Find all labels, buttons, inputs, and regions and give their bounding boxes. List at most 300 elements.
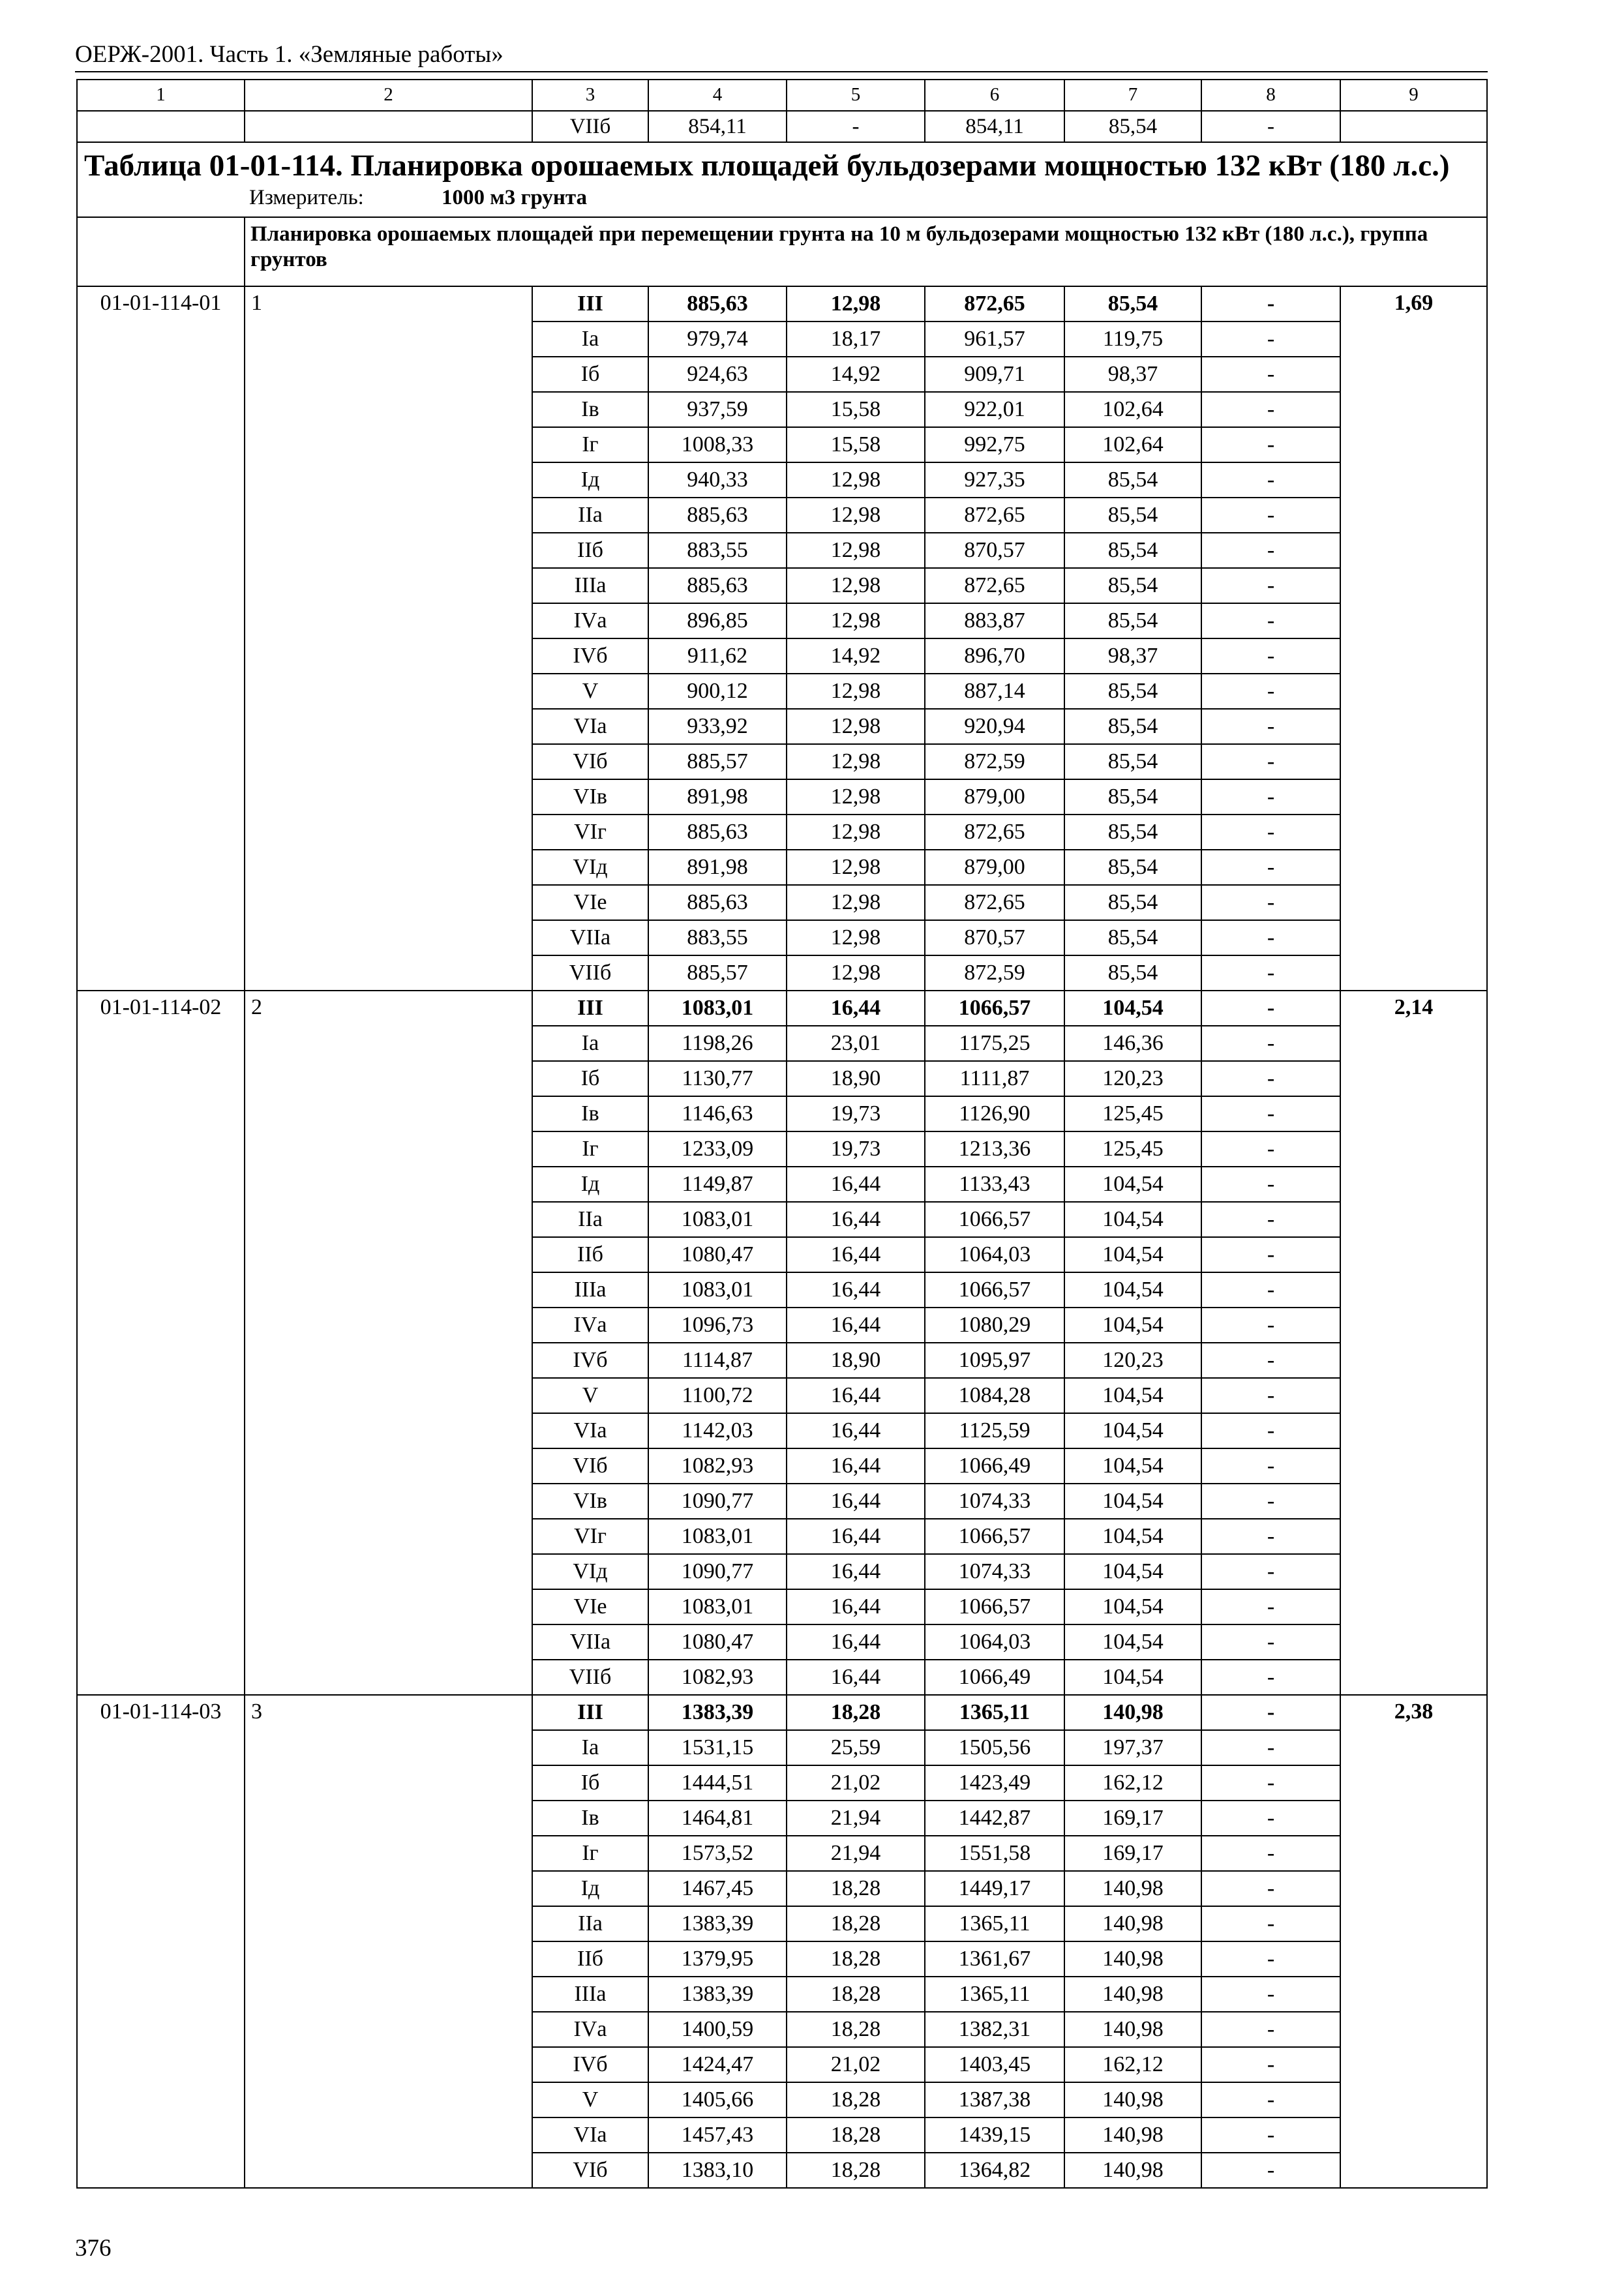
value-cell: 18,28 [787, 1906, 925, 1941]
value-cell: 1175,25 [925, 1026, 1064, 1061]
caption-row [77, 217, 1487, 286]
value-cell: 1551,58 [925, 1836, 1064, 1871]
value-cell: 940,33 [648, 462, 787, 498]
price-table [76, 79, 1488, 2189]
value-cell: 885,57 [648, 955, 787, 991]
value-cell: 12,98 [787, 955, 925, 991]
value-cell: 85,54 [1064, 568, 1201, 603]
soil-category: VIг [532, 1519, 648, 1554]
soil-category: VIе [532, 885, 648, 920]
soil-category: IVа [532, 1308, 648, 1343]
value-cell: 872,59 [925, 744, 1064, 779]
value-cell: - [1201, 533, 1340, 568]
value-cell: - [1201, 1906, 1340, 1941]
value-cell: 1442,87 [925, 1801, 1064, 1836]
value-cell: 119,75 [1064, 322, 1201, 357]
soil-category: Iд [532, 1871, 648, 1906]
value-cell: - [1201, 1730, 1340, 1765]
coefficient: 2,38 [1340, 1695, 1487, 2188]
value-cell: 1080,47 [648, 1237, 787, 1272]
value-cell: - [1201, 427, 1340, 462]
soil-category: Iа [532, 1730, 648, 1765]
value-cell: 140,98 [1064, 1871, 1201, 1906]
value-cell: 1090,77 [648, 1484, 787, 1519]
value-cell: - [1201, 322, 1340, 357]
value-cell: 1084,28 [925, 1378, 1064, 1413]
value-cell: 885,57 [648, 744, 787, 779]
value-cell: 104,54 [1064, 1308, 1201, 1343]
value-cell: 1126,90 [925, 1096, 1064, 1131]
value-cell: - [1201, 1519, 1340, 1554]
running-head: ОЕРЖ-2001. Часть 1. «Земляные работы» [75, 41, 504, 68]
table-caption: Планировка орошаемых площадей при перемещении грунта на 10 м бульдозерами мощностью 132 кВт (180 л.с.), группа грунтов [245, 217, 1487, 286]
value-cell: 896,85 [648, 603, 787, 638]
soil-category: V [532, 674, 648, 709]
value-cell: - [1201, 2153, 1340, 2188]
value-cell: 1066,57 [925, 1589, 1064, 1624]
value-cell: - [1201, 1941, 1340, 1977]
value-cell: 1213,36 [925, 1131, 1064, 1167]
value-cell: 104,54 [1064, 1272, 1201, 1308]
soil-category: Iд [532, 462, 648, 498]
value-cell: 909,71 [925, 357, 1064, 392]
value-cell: 18,90 [787, 1061, 925, 1096]
value-cell: 16,44 [787, 1237, 925, 1272]
value-cell: - [1201, 1131, 1340, 1167]
soil-category: IIа [532, 1202, 648, 1237]
soil-category: VIд [532, 1554, 648, 1589]
value-cell: 1383,39 [648, 1906, 787, 1941]
value-cell: 140,98 [1064, 1906, 1201, 1941]
value-cell: 1074,33 [925, 1554, 1064, 1589]
value-cell: - [1201, 1589, 1340, 1624]
value-cell: 1064,03 [925, 1237, 1064, 1272]
value-cell: 1365,11 [925, 1977, 1064, 2012]
value-cell: 872,65 [925, 885, 1064, 920]
value-cell: 1505,56 [925, 1730, 1064, 1765]
value-cell: 1080,29 [925, 1308, 1064, 1343]
column-number: 7 [1064, 80, 1201, 111]
value-cell: 1125,59 [925, 1413, 1064, 1448]
value-cell: - [1201, 674, 1340, 709]
value-cell: 1066,57 [925, 1519, 1064, 1554]
value-cell: 162,12 [1064, 1765, 1201, 1801]
value-cell: 872,65 [925, 498, 1064, 533]
value-cell: 883,87 [925, 603, 1064, 638]
value-cell: 16,44 [787, 1378, 925, 1413]
page-number: 376 [75, 2235, 112, 2262]
value-cell: 927,35 [925, 462, 1064, 498]
soil-category: V [532, 1378, 648, 1413]
value-cell: 1444,51 [648, 1765, 787, 1801]
continued-row [77, 111, 1487, 142]
value-cell: 870,57 [925, 533, 1064, 568]
value-cell: 1383,39 [648, 1695, 787, 1730]
value-cell: 924,63 [648, 357, 787, 392]
value-cell: 1439,15 [925, 2117, 1064, 2153]
value-cell: 18,28 [787, 1695, 925, 1730]
value-cell: 1095,97 [925, 1343, 1064, 1378]
value-cell: 104,54 [1064, 1589, 1201, 1624]
soil-category: VIIб [532, 1660, 648, 1695]
value-cell: 12,98 [787, 920, 925, 955]
value-cell: 12,98 [787, 286, 925, 322]
table-row [77, 286, 1487, 322]
value-cell: 102,64 [1064, 392, 1201, 427]
soil-category: VIа [532, 2117, 648, 2153]
value-cell: 85,54 [1064, 111, 1201, 142]
value-cell: 891,98 [648, 779, 787, 815]
column-number: 1 [77, 80, 245, 111]
value-cell: - [1201, 1765, 1340, 1801]
value-cell: - [1201, 1378, 1340, 1413]
value-cell: 12,98 [787, 850, 925, 885]
value-cell: - [1201, 1026, 1340, 1061]
soil-category: VIа [532, 1413, 648, 1448]
value-cell: - [1201, 1343, 1340, 1378]
soil-category: Iг [532, 1836, 648, 1871]
value-cell: 872,65 [925, 568, 1064, 603]
value-cell: 1080,47 [648, 1624, 787, 1660]
soil-category: VIб [532, 744, 648, 779]
value-cell: 16,44 [787, 991, 925, 1026]
value-cell: 1096,73 [648, 1308, 787, 1343]
column-number: 8 [1201, 80, 1340, 111]
soil-group: 3 [245, 1695, 532, 2188]
soil-category: VIIб [532, 111, 648, 142]
value-cell: 169,17 [1064, 1836, 1201, 1871]
value-cell: 85,54 [1064, 533, 1201, 568]
value-cell: 854,11 [648, 111, 787, 142]
value-cell: 1083,01 [648, 1589, 787, 1624]
value-cell: 16,44 [787, 1624, 925, 1660]
value-cell: 19,73 [787, 1131, 925, 1167]
soil-category: VIа [532, 709, 648, 744]
value-cell: - [1201, 568, 1340, 603]
value-cell: 1008,33 [648, 427, 787, 462]
value-cell: 104,54 [1064, 1413, 1201, 1448]
value-cell: 16,44 [787, 1413, 925, 1448]
value-cell: - [1201, 286, 1340, 322]
value-cell: 15,58 [787, 427, 925, 462]
value-cell: 1382,31 [925, 2012, 1064, 2047]
value-cell: - [1201, 744, 1340, 779]
value-cell: 872,65 [925, 815, 1064, 850]
soil-category: Iв [532, 392, 648, 427]
value-cell: 140,98 [1064, 1941, 1201, 1977]
header-rule [75, 71, 1488, 72]
value-cell: 104,54 [1064, 1378, 1201, 1413]
value-cell: 21,94 [787, 1836, 925, 1871]
value-cell: 85,54 [1064, 955, 1201, 991]
value-cell: - [1201, 815, 1340, 850]
value-cell: 1383,10 [648, 2153, 787, 2188]
value-cell: 16,44 [787, 1660, 925, 1695]
value-cell: - [1201, 991, 1340, 1026]
soil-category: VIб [532, 1448, 648, 1484]
soil-category: VIIб [532, 955, 648, 991]
soil-category: Iа [532, 322, 648, 357]
value-cell: 922,01 [925, 392, 1064, 427]
value-cell: 85,54 [1064, 779, 1201, 815]
value-cell: 85,54 [1064, 462, 1201, 498]
value-cell: 12,98 [787, 815, 925, 850]
value-cell: 140,98 [1064, 2012, 1201, 2047]
value-cell: 1365,11 [925, 1695, 1064, 1730]
value-cell: - [1201, 709, 1340, 744]
value-cell: 18,28 [787, 2082, 925, 2117]
soil-category: Iв [532, 1801, 648, 1836]
soil-category: III [532, 1695, 648, 1730]
value-cell: 1573,52 [648, 1836, 787, 1871]
value-cell: 1464,81 [648, 1801, 787, 1836]
soil-category: Iб [532, 357, 648, 392]
value-cell: 1142,03 [648, 1413, 787, 1448]
soil-category: IIб [532, 533, 648, 568]
value-cell: - [1201, 1096, 1340, 1131]
value-cell: 16,44 [787, 1519, 925, 1554]
soil-category: IIIа [532, 1977, 648, 2012]
value-cell: 1083,01 [648, 1272, 787, 1308]
value-cell: 1083,01 [648, 1202, 787, 1237]
value-cell: 979,74 [648, 322, 787, 357]
value-cell: 85,54 [1064, 286, 1201, 322]
value-cell: 85,54 [1064, 603, 1201, 638]
value-cell: 18,28 [787, 2012, 925, 2047]
coefficient: 2,14 [1340, 991, 1487, 1695]
value-cell: 1424,47 [648, 2047, 787, 2082]
value-cell: 12,98 [787, 568, 925, 603]
soil-category: IIа [532, 1906, 648, 1941]
value-cell: 85,54 [1064, 815, 1201, 850]
value-cell: 1403,45 [925, 2047, 1064, 2082]
soil-category: Iд [532, 1167, 648, 1202]
value-cell: 18,28 [787, 1941, 925, 1977]
value-cell: 1146,63 [648, 1096, 787, 1131]
value-cell: 883,55 [648, 533, 787, 568]
value-cell: 16,44 [787, 1589, 925, 1624]
value-cell: 85,54 [1064, 498, 1201, 533]
soil-category: IVа [532, 603, 648, 638]
unit-value: 1000 м3 грунта [442, 186, 588, 210]
value-cell: 887,14 [925, 674, 1064, 709]
value-cell: 872,65 [925, 286, 1064, 322]
soil-category: Iа [532, 1026, 648, 1061]
value-cell: 140,98 [1064, 2082, 1201, 2117]
value-cell: 125,45 [1064, 1131, 1201, 1167]
value-cell: 197,37 [1064, 1730, 1201, 1765]
value-cell: 85,54 [1064, 674, 1201, 709]
value-cell: 12,98 [787, 498, 925, 533]
value-cell: 169,17 [1064, 1801, 1201, 1836]
value-cell: - [1201, 498, 1340, 533]
soil-category: IVб [532, 2047, 648, 2082]
value-cell: - [1201, 1308, 1340, 1343]
soil-category: Iб [532, 1061, 648, 1096]
value-cell: - [1201, 1554, 1340, 1589]
value-cell: 104,54 [1064, 1554, 1201, 1589]
table-row [77, 1695, 1487, 1730]
value-cell: 18,28 [787, 1977, 925, 2012]
value-cell: 1114,87 [648, 1343, 787, 1378]
value-cell: 98,37 [1064, 638, 1201, 674]
value-cell: 1400,59 [648, 2012, 787, 2047]
table-row [77, 991, 1487, 1026]
value-cell: 1074,33 [925, 1484, 1064, 1519]
column-number: 5 [787, 80, 925, 111]
value-cell: - [1201, 2117, 1340, 2153]
value-cell: 885,63 [648, 498, 787, 533]
value-cell: 1405,66 [648, 2082, 787, 2117]
value-cell: 1365,11 [925, 1906, 1064, 1941]
value-cell: 120,23 [1064, 1343, 1201, 1378]
column-number: 4 [648, 80, 787, 111]
value-cell: - [1201, 1167, 1340, 1202]
soil-category: III [532, 286, 648, 322]
column-number: 2 [245, 80, 532, 111]
value-cell: 879,00 [925, 850, 1064, 885]
value-cell: - [1201, 885, 1340, 920]
value-cell: 1082,93 [648, 1660, 787, 1695]
rate-code: 01-01-114-01 [77, 286, 245, 991]
column-number: 3 [532, 80, 648, 111]
value-cell: - [1201, 1413, 1340, 1448]
value-cell: 1379,95 [648, 1941, 787, 1977]
soil-category: V [532, 2082, 648, 2117]
soil-category: Iв [532, 1096, 648, 1131]
value-cell: - [1201, 1272, 1340, 1308]
column-number-row [77, 80, 1487, 111]
value-cell: 18,28 [787, 1871, 925, 1906]
soil-category: IIIа [532, 1272, 648, 1308]
value-cell: 1457,43 [648, 2117, 787, 2153]
value-cell: 18,28 [787, 2153, 925, 2188]
value-cell: 85,54 [1064, 744, 1201, 779]
value-cell: 883,55 [648, 920, 787, 955]
value-cell: 140,98 [1064, 2153, 1201, 2188]
value-cell: 15,58 [787, 392, 925, 427]
value-cell: 85,54 [1064, 920, 1201, 955]
value-cell: 16,44 [787, 1167, 925, 1202]
value-cell: 992,75 [925, 427, 1064, 462]
value-cell: 21,02 [787, 1765, 925, 1801]
soil-category: VIв [532, 1484, 648, 1519]
value-cell: 16,44 [787, 1308, 925, 1343]
soil-group: 1 [245, 286, 532, 991]
value-cell: 885,63 [648, 286, 787, 322]
value-cell: 102,64 [1064, 427, 1201, 462]
soil-group: 2 [245, 991, 532, 1695]
soil-category: Iб [532, 1765, 648, 1801]
value-cell: - [1201, 1624, 1340, 1660]
value-cell: - [1201, 392, 1340, 427]
value-cell: 937,59 [648, 392, 787, 427]
value-cell: 1064,03 [925, 1624, 1064, 1660]
value-cell: - [1201, 1836, 1340, 1871]
value-cell: 12,98 [787, 709, 925, 744]
value-cell: 12,98 [787, 885, 925, 920]
empty-cell [1340, 111, 1487, 142]
value-cell: 12,98 [787, 603, 925, 638]
value-cell: - [1201, 638, 1340, 674]
value-cell: 23,01 [787, 1026, 925, 1061]
soil-category: III [532, 991, 648, 1026]
value-cell: 104,54 [1064, 991, 1201, 1026]
value-cell: 1090,77 [648, 1554, 787, 1589]
soil-category: VIе [532, 1589, 648, 1624]
value-cell: 16,44 [787, 1554, 925, 1589]
value-cell: 18,90 [787, 1343, 925, 1378]
value-cell: 104,54 [1064, 1660, 1201, 1695]
value-cell: 85,54 [1064, 709, 1201, 744]
value-cell: 104,54 [1064, 1624, 1201, 1660]
value-cell: 1531,15 [648, 1730, 787, 1765]
soil-category: VIд [532, 850, 648, 885]
rate-code: 01-01-114-03 [77, 1695, 245, 2188]
coefficient: 1,69 [1340, 286, 1487, 991]
value-cell: 1198,26 [648, 1026, 787, 1061]
soil-category: VIIа [532, 920, 648, 955]
value-cell: 12,98 [787, 744, 925, 779]
value-cell: 1083,01 [648, 1519, 787, 1554]
column-number: 6 [925, 80, 1064, 111]
value-cell: 1066,57 [925, 991, 1064, 1026]
value-cell: 1423,49 [925, 1765, 1064, 1801]
soil-category: IVб [532, 1343, 648, 1378]
value-cell: 21,02 [787, 2047, 925, 2082]
value-cell: 140,98 [1064, 2117, 1201, 2153]
value-cell: 1467,45 [648, 1871, 787, 1906]
soil-category: IIа [532, 498, 648, 533]
soil-category: IIб [532, 1941, 648, 1977]
value-cell: - [1201, 920, 1340, 955]
value-cell: 1066,57 [925, 1272, 1064, 1308]
table-title: Таблица 01-01-114. Планировка орошаемых площадей бульдозерами мощностью 132 кВт (180 л.с.) [84, 149, 1450, 183]
value-cell: 900,12 [648, 674, 787, 709]
value-cell: 920,94 [925, 709, 1064, 744]
value-cell: 12,98 [787, 533, 925, 568]
value-cell: 885,63 [648, 568, 787, 603]
value-cell: 140,98 [1064, 1977, 1201, 2012]
value-cell: - [1201, 1061, 1340, 1096]
value-cell: 18,28 [787, 2117, 925, 2153]
soil-category: Iг [532, 427, 648, 462]
empty-cell [77, 111, 245, 142]
value-cell: 879,00 [925, 779, 1064, 815]
value-cell: 16,44 [787, 1448, 925, 1484]
value-cell: 870,57 [925, 920, 1064, 955]
soil-category: IVа [532, 2012, 648, 2047]
value-cell: - [1201, 850, 1340, 885]
value-cell: 12,98 [787, 462, 925, 498]
value-cell: - [1201, 1448, 1340, 1484]
value-cell: 146,36 [1064, 1026, 1201, 1061]
value-cell: 21,94 [787, 1801, 925, 1836]
value-cell: 12,98 [787, 779, 925, 815]
column-number: 9 [1340, 80, 1487, 111]
value-cell: 12,98 [787, 674, 925, 709]
unit-line [78, 186, 1486, 216]
value-cell: 854,11 [925, 111, 1064, 142]
value-cell: 19,73 [787, 1096, 925, 1131]
value-cell: - [1201, 111, 1340, 142]
value-cell: 1383,39 [648, 1977, 787, 2012]
value-cell: 933,92 [648, 709, 787, 744]
value-cell: - [1201, 1202, 1340, 1237]
value-cell: 104,54 [1064, 1484, 1201, 1519]
value-cell: - [1201, 462, 1340, 498]
soil-category: IVб [532, 638, 648, 674]
